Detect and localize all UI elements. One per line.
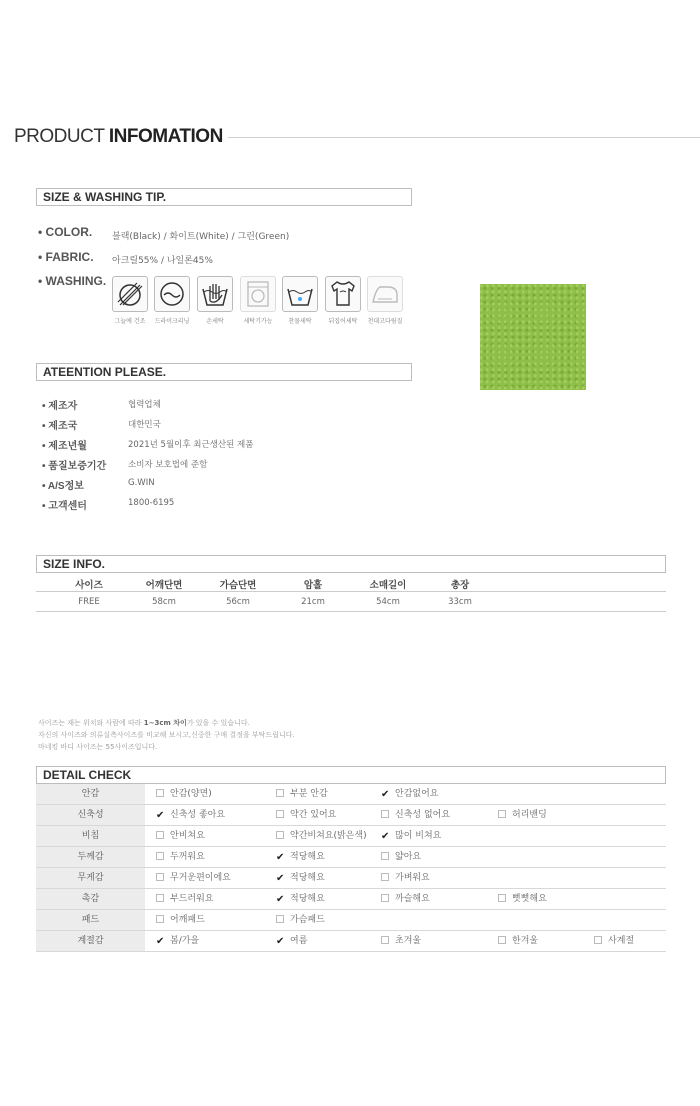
detail-option-label: 많이 비쳐요 <box>395 831 442 841</box>
detail-option-label: 어깨패드 <box>170 915 205 925</box>
detail-option-label: 적당해요 <box>290 852 325 862</box>
detail-row-label: 촉감 <box>36 889 145 909</box>
detail-option-label: 신축성 없어요 <box>395 810 451 820</box>
detail-option <box>156 910 205 930</box>
checked-checkbox-icon <box>276 873 284 881</box>
size-header-cell: 사이즈 <box>75 580 103 591</box>
detail-row-label: 비침 <box>36 826 145 846</box>
attention-value: 협력업체 <box>128 400 161 410</box>
size-value-cell: 56cm <box>226 597 250 607</box>
detail-row-label: 패드 <box>36 910 145 930</box>
detail-option-label: 한겨울 <box>512 936 539 946</box>
unchecked-checkbox-icon <box>276 831 284 839</box>
detail-row <box>36 910 666 931</box>
attention-label: • 품질보증기간 <box>42 461 107 472</box>
size-value-cell: 58cm <box>152 597 176 607</box>
unchecked-checkbox-icon <box>156 831 164 839</box>
checked-checkbox-icon <box>381 831 389 839</box>
detail-option <box>276 826 367 846</box>
unchecked-checkbox-icon <box>276 789 284 797</box>
detail-option <box>156 784 212 804</box>
unchecked-checkbox-icon <box>381 936 389 944</box>
size-note: 사이즈는 재는 위치와 사람에 따라 1~3cm 차이가 있을 수 있습니다. <box>38 719 250 727</box>
washing-caption: 그늘에 건조 <box>114 318 146 325</box>
detail-row-label: 신축성 <box>36 805 145 825</box>
low-iron-icon <box>367 276 403 312</box>
title-divider <box>228 137 700 138</box>
fabric-swatch-image <box>480 284 586 390</box>
attention-value: G.WIN <box>128 478 155 488</box>
unchecked-checkbox-icon <box>381 894 389 902</box>
color-value: 블랙(Black) / 화이트(White) / 그린(Green) <box>112 232 290 242</box>
checked-checkbox-icon <box>156 936 164 944</box>
attention-value: 2021년 5월이후 최근생산된 제품 <box>128 440 254 450</box>
washing-caption: 천대고다림질 <box>367 318 403 325</box>
detail-option-label: 봄/가을 <box>170 936 200 946</box>
attention-label: • A/S정보 <box>42 481 84 492</box>
fabric-label: • FABRIC. <box>38 250 94 264</box>
detail-option-label: 신축성 좋아요 <box>170 810 226 820</box>
detail-option-label: 두꺼워요 <box>170 852 205 862</box>
checked-checkbox-icon <box>276 852 284 860</box>
detail-option <box>156 847 205 867</box>
unchecked-checkbox-icon <box>594 936 602 944</box>
detail-option-label: 무거운편이에요 <box>170 873 231 883</box>
checked-checkbox-icon <box>276 936 284 944</box>
detail-option <box>381 931 421 951</box>
detail-option <box>156 868 231 888</box>
unchecked-checkbox-icon <box>276 915 284 923</box>
size-header-cell: 총장 <box>450 580 470 591</box>
unchecked-checkbox-icon <box>156 915 164 923</box>
detail-option-label: 약간비쳐요(밝은색) <box>290 831 367 841</box>
detail-option-label: 얇아요 <box>395 852 422 862</box>
detail-option-label: 가벼워요 <box>395 873 430 883</box>
detail-option-label: 가슴패드 <box>290 915 325 925</box>
detail-option <box>156 805 225 825</box>
size-table-divider <box>36 611 666 612</box>
detail-row <box>36 868 666 889</box>
detail-row-label: 안감 <box>36 784 145 804</box>
cold-wash-icon <box>282 276 318 312</box>
size-value-cell: 54cm <box>376 597 400 607</box>
detail-option <box>498 889 547 909</box>
unchecked-checkbox-icon <box>156 852 164 860</box>
detail-check-section-title: DETAIL CHECK <box>36 766 666 784</box>
detail-option <box>381 805 450 825</box>
size-header-cell: 어깨단면 <box>145 580 183 591</box>
attention-value: 소비자 보호법에 준함 <box>128 460 208 470</box>
detail-row <box>36 826 666 847</box>
detail-option <box>498 931 538 951</box>
size-note: 자신의 사이즈와 의류실측사이즈를 비교해 보시고,신중한 구매 결정을 부탁드립니다. <box>38 731 295 739</box>
detail-option <box>381 868 430 888</box>
attention-label: • 제조국 <box>42 421 78 432</box>
detail-option <box>381 784 438 804</box>
page-title-light: PRODUCT <box>14 126 109 147</box>
mannequin-note: 마네킹 바디 사이즈는 55사이즈입니다. <box>38 743 158 751</box>
attention-section-title: ATEENTION PLEASE. <box>36 363 412 381</box>
turn-inside-wash-icon <box>325 276 361 312</box>
page-title-bold: INFOMATION <box>108 126 223 147</box>
size-header-cell: 가슴단면 <box>219 580 257 591</box>
size-info-section-title: SIZE INFO. <box>36 555 666 573</box>
detail-option <box>156 826 205 846</box>
detail-option <box>156 889 213 909</box>
detail-option <box>381 826 441 846</box>
checked-checkbox-icon <box>156 810 164 818</box>
detail-option-label: 약간 있어요 <box>290 810 337 820</box>
detail-option <box>381 889 430 909</box>
detail-option <box>276 847 325 867</box>
hand-wash-icon <box>197 276 233 312</box>
size-table-divider <box>36 591 666 592</box>
unchecked-checkbox-icon <box>276 810 284 818</box>
unchecked-checkbox-icon <box>156 873 164 881</box>
unchecked-checkbox-icon <box>498 936 506 944</box>
attention-value: 1800-6195 <box>128 498 175 508</box>
detail-row <box>36 784 666 805</box>
washing-caption: 뒤집어세탁 <box>328 318 358 325</box>
attention-label: • 제조년월 <box>42 441 87 452</box>
unchecked-checkbox-icon <box>498 810 506 818</box>
detail-option-label: 부드러워요 <box>170 894 214 904</box>
washing-caption: 세탁기가능 <box>243 318 273 325</box>
fabric-value: 아크릴55% / 나일론45% <box>112 256 213 266</box>
detail-row-label: 무게감 <box>36 868 145 888</box>
detail-option <box>381 847 421 867</box>
attention-label: • 제조자 <box>42 401 78 412</box>
detail-option <box>276 784 328 804</box>
detail-option-label: 안감(양면) <box>170 789 212 799</box>
detail-row-label: 계절감 <box>36 931 145 951</box>
size-header-cell: 소매길이 <box>369 580 407 591</box>
detail-option-label: 안비쳐요 <box>170 831 205 841</box>
attention-label: • 고객센터 <box>42 501 87 512</box>
detail-option <box>498 805 547 825</box>
detail-option-label: 까슬해요 <box>395 894 430 904</box>
size-value-cell: 33cm <box>448 597 472 607</box>
detail-option-label: 뻣뻣해요 <box>512 894 547 904</box>
detail-option <box>276 868 325 888</box>
detail-option <box>594 931 634 951</box>
washing-caption: 찬물세탁 <box>288 318 312 325</box>
detail-row <box>36 847 666 868</box>
machine-wash-icon <box>240 276 276 312</box>
detail-option-label: 초겨울 <box>395 936 422 946</box>
detail-option-label: 부분 안감 <box>290 789 328 799</box>
unchecked-checkbox-icon <box>381 852 389 860</box>
detail-option <box>156 931 199 951</box>
unchecked-checkbox-icon <box>156 789 164 797</box>
attention-value: 대한민국 <box>128 420 161 430</box>
unchecked-checkbox-icon <box>498 894 506 902</box>
checked-checkbox-icon <box>381 789 389 797</box>
detail-option-label: 안감없어요 <box>395 789 439 799</box>
detail-option <box>276 889 325 909</box>
size-header-cell: 암홀 <box>303 580 323 591</box>
detail-row <box>36 889 666 910</box>
size-value-cell: FREE <box>78 597 100 607</box>
detail-option-label: 허리밴딩 <box>512 810 547 820</box>
detail-option-label: 사계절 <box>608 936 635 946</box>
shade-dry-icon <box>112 276 148 312</box>
page-title <box>14 126 223 148</box>
unchecked-checkbox-icon <box>381 873 389 881</box>
unchecked-checkbox-icon <box>381 810 389 818</box>
detail-row <box>36 805 666 826</box>
checked-checkbox-icon <box>276 894 284 902</box>
size-washing-section-title: SIZE & WASHING TIP. <box>36 188 412 206</box>
detail-option-label: 적당해요 <box>290 873 325 883</box>
detail-option <box>276 805 336 825</box>
color-label: • COLOR. <box>38 225 93 239</box>
size-value-cell: 21cm <box>301 597 325 607</box>
detail-option-label: 여름 <box>290 936 308 946</box>
dry-clean-icon <box>154 276 190 312</box>
washing-label: • WASHING. <box>38 274 107 288</box>
detail-option-label: 적당해요 <box>290 894 325 904</box>
detail-option <box>276 931 307 951</box>
detail-row-label: 두께감 <box>36 847 145 867</box>
washing-caption: 드라이크리닝 <box>154 318 190 325</box>
detail-option <box>276 910 325 930</box>
washing-caption: 손세탁 <box>206 318 224 325</box>
unchecked-checkbox-icon <box>156 894 164 902</box>
detail-row <box>36 931 666 952</box>
